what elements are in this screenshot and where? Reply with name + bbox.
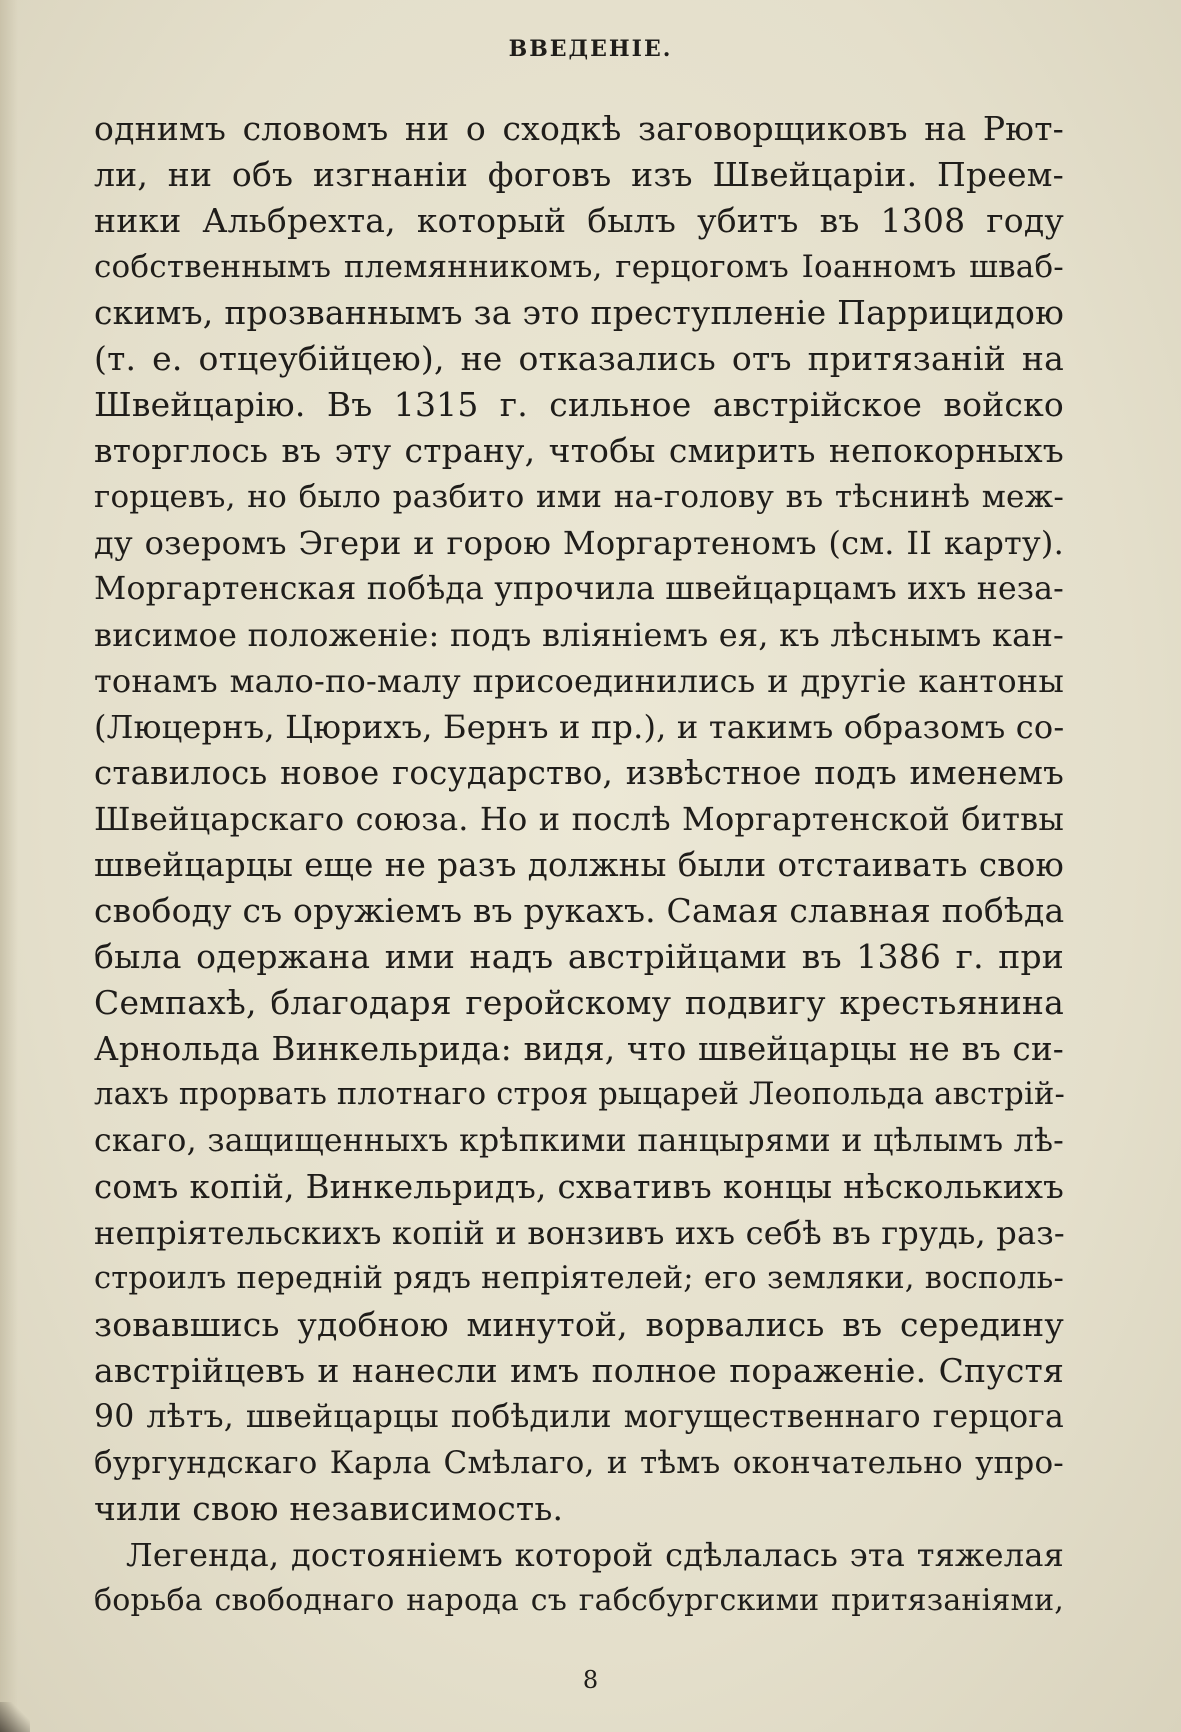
text-line: (Люцернъ, Цюрихъ, Бернъ и пр.), и такимъ образомъ со- xyxy=(94,708,1065,746)
text-line: лахъ прорвать плотнаго строя рыцарей Леопольда австрій- xyxy=(94,1077,1066,1112)
text-line: зовавшись удобною минутой, ворвались въ середину xyxy=(94,1305,1064,1344)
text-line: Арнольда Винкельрида: видя, что швейцарцы не въ си- xyxy=(94,1030,1064,1068)
text-line: непріятельскихъ копій и вонзивъ ихъ себѣ въ грудь, раз- xyxy=(94,1214,1065,1252)
running-title: ВВЕДЕНІЕ. xyxy=(508,36,673,62)
text-line: Швейцарію. Въ 1315 г. сильное австрійское войско xyxy=(94,385,1064,424)
text-line: вторглось въ эту страну, чтобы смирить непокорныхъ xyxy=(94,431,1064,470)
text-line: ли, ни объ изгнаніи фоговъ изъ Швейцаріи. Преем- xyxy=(94,155,1064,194)
text-line: борьба свободнаго народа съ габсбургскими притязаніями, xyxy=(94,1583,1064,1618)
paragraph-first-line: Легенда, достояніемъ которой сдѣлалась эта тяжелая xyxy=(126,1536,1064,1574)
text-line: (т. е. отцеубійцею), не отказались отъ притязаній на xyxy=(94,339,1064,378)
text-line: скаго, защищенныхъ крѣпкими панцырями и цѣлымъ лѣ- xyxy=(94,1123,1064,1159)
page-number: 8 xyxy=(582,1666,599,1694)
text-line: свободу съ оружіемъ въ рукахъ. Самая славная побѣда xyxy=(94,891,1065,930)
text-line: ники Альбрехта, который былъ убитъ въ 1308 году xyxy=(94,201,1064,240)
text-line: была одержана ими надъ австрійцами въ 1386 г. при xyxy=(94,937,1064,976)
page-corner-mark xyxy=(0,1702,30,1732)
text-line: швейцарцы еще не разъ должны были отстаивать свою xyxy=(94,846,1064,884)
text-line: висимое положеніе: подъ вліяніемъ ея, къ лѣснымъ кан- xyxy=(94,616,1064,654)
text-line: однимъ словомъ ни о сходкѣ заговорщиковъ на Рют- xyxy=(94,109,1064,148)
text-line: ду озеромъ Эгери и горою Моргартеномъ (см. II карту). xyxy=(94,524,1064,562)
text-line: скимъ, прозваннымъ за это преступленіе Паррицидою xyxy=(94,293,1064,332)
text-line: собственнымъ племянникомъ, герцогомъ Іоанномъ шваб- xyxy=(94,249,1064,285)
paragraph-last-line: чили свою независимость. xyxy=(94,1489,564,1528)
text-line: Семпахѣ, благодаря геройскому подвигу крестьянина xyxy=(94,983,1064,1022)
text-line: Моргартенская побѣда упрочила швейцарцамъ ихъ неза- xyxy=(94,571,1064,607)
text-line: бургундскаго Карла Смѣлаго, и тѣмъ окончательно упро- xyxy=(94,1445,1064,1481)
text-line: горцевъ, но было разбито ими на-голову въ тѣснинѣ меж- xyxy=(94,479,1064,515)
text-line: строилъ передній рядъ непріятелей; его земляки, восполь- xyxy=(94,1261,1064,1296)
text-line: ставилось новое государство, извѣстное подъ именемъ xyxy=(94,754,1064,792)
text-line: австрійцевъ и нанесли имъ полное пораженіе. Спустя xyxy=(94,1351,1064,1390)
text-line: сомъ копій, Винкельридъ, схвативъ концы нѣсколькихъ xyxy=(94,1168,1064,1206)
text-line: Швейцарскаго союза. Но и послѣ Моргартенской битвы xyxy=(94,800,1064,838)
page-edge-shadow xyxy=(0,0,18,1732)
body-text xyxy=(94,106,1064,1624)
text-line: 90 лѣтъ, швейцарцы побѣдили могущественнаго герцога xyxy=(94,1399,1064,1435)
text-line: тонамъ мало-по-малу присоединились и другіе кантоны xyxy=(94,662,1064,700)
